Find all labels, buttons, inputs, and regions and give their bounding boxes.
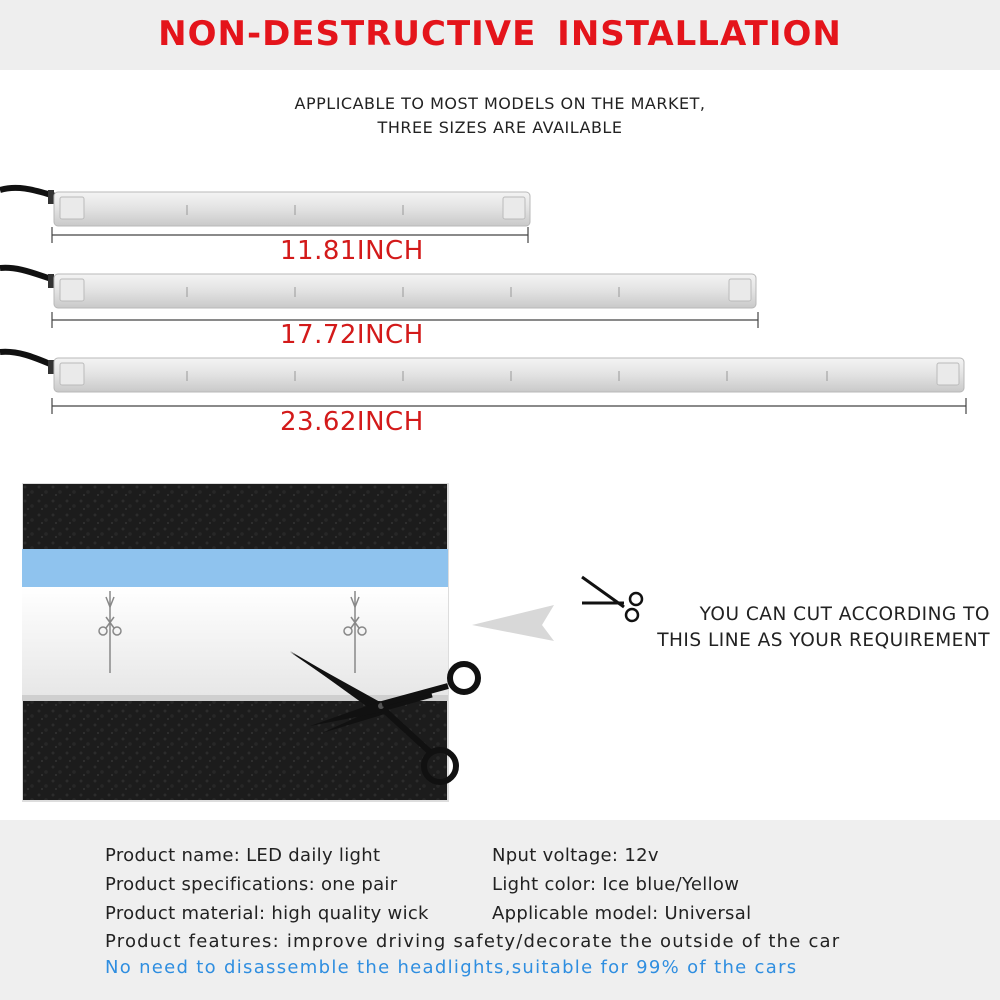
pointer-arrow-icon	[470, 605, 560, 645]
size-label-long: 23.62INCH	[280, 407, 424, 437]
spec-specifications: Product specifications: one pair	[105, 874, 398, 895]
spec-material: Product material: high quality wick	[105, 903, 429, 924]
cut-instruction-line-2: THIS LINE AS YOUR REQUIREMENT	[657, 630, 990, 651]
led-strip-medium	[0, 268, 758, 328]
spec-applicable-model: Applicable model: Universal	[492, 903, 752, 924]
spec-input-voltage: Nput voltage: 12v	[492, 845, 659, 866]
title-band	[0, 0, 1000, 70]
size-label-medium: 17.72INCH	[280, 320, 424, 350]
cut-instruction-line-1: YOU CAN CUT ACCORDING TO	[699, 604, 990, 625]
cut-instruction	[590, 602, 990, 654]
size-label-short: 11.81INCH	[280, 236, 424, 266]
spec-features: Product features: improve driving safety/decorate the outside of the car	[105, 931, 841, 952]
intro-line-1: APPLICABLE TO MOST MODELS ON THE MARKET,	[294, 94, 706, 113]
led-strip-short	[0, 188, 530, 243]
page-title: NON-DESTRUCTIVE INSTALLATION	[158, 14, 842, 54]
scissors-handles	[280, 640, 510, 790]
spec-tagline: No need to disassemble the headlights,suitable for 99% of the cars	[105, 957, 798, 978]
ice-blue-led-band	[22, 549, 448, 587]
led-strip-long	[0, 352, 966, 414]
led-strips-illustration	[0, 170, 1000, 450]
intro-text	[0, 92, 1000, 140]
spec-product-name: Product name: LED daily light	[105, 845, 381, 866]
intro-line-2: THREE SIZES ARE AVAILABLE	[377, 118, 623, 137]
spec-light-color: Light color: Ice blue/Yellow	[492, 874, 740, 895]
